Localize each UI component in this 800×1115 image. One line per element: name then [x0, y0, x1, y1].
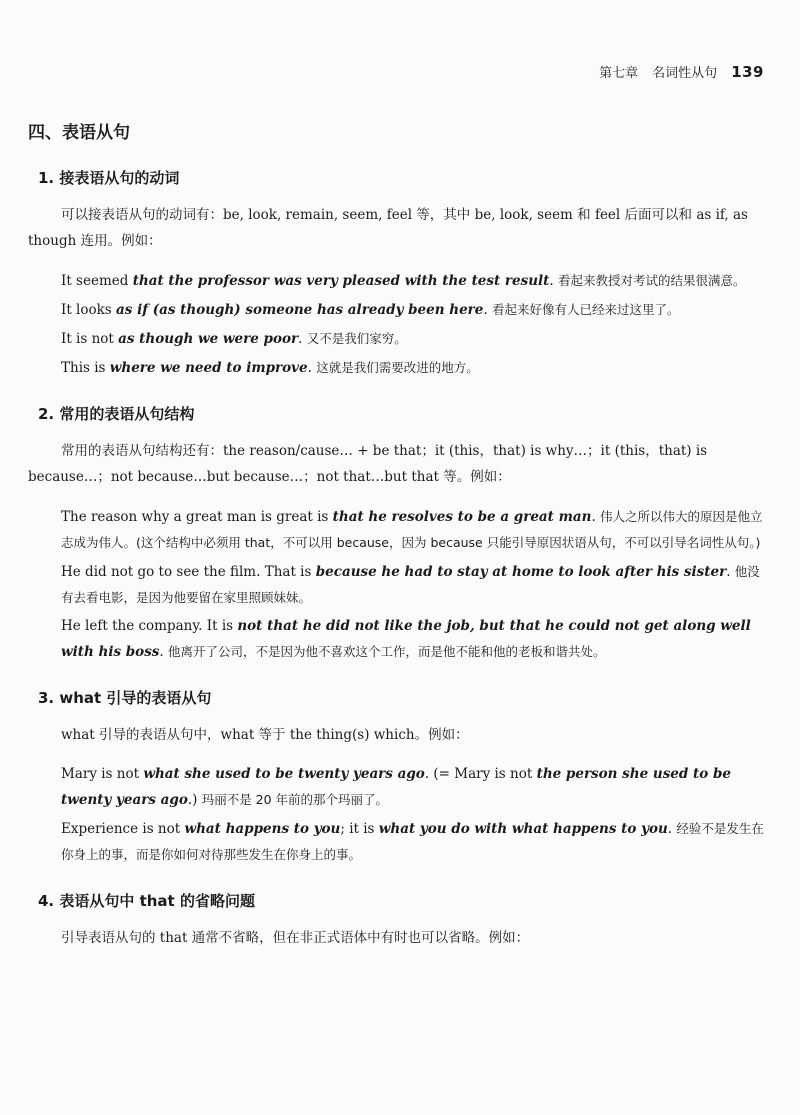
example-text: .	[298, 331, 307, 347]
example-translation: 又不是我们家穷。	[306, 331, 407, 346]
example-clause: as if (as though) someone has already been here	[116, 302, 484, 318]
subsections	[28, 167, 764, 951]
example-block	[28, 762, 764, 868]
example-sentence	[61, 326, 764, 352]
example-text: Mary is not	[61, 766, 144, 782]
example-translation: 看起来教授对考试的结果很满意。	[558, 273, 746, 288]
subsection	[28, 687, 764, 868]
intro-paragraph: 引导表语从句的 that 通常不省略，但在非正式语体中有时也可以省略。例如：	[61, 930, 530, 946]
chapter-title: 名词性从句	[652, 66, 718, 81]
example-block	[28, 268, 764, 381]
example-text: He left the company. It is	[61, 618, 238, 634]
example-clause: that the professor was very pleased with the test result	[132, 273, 550, 289]
example-sentence	[61, 268, 764, 294]
example-translation: 看起来好像有人已经来过这里了。	[491, 302, 680, 317]
example-clause: the person she used to be twenty years ago	[61, 766, 731, 808]
example-text: He did not go to see the film. That is	[61, 564, 316, 580]
subsection-heading: 1. 接表语从句的动词	[38, 169, 180, 187]
example-clause: because he had to stay at home to look after his sister	[315, 564, 727, 580]
example-clause: not that he did not like the job, but that he could not get along well with his boss	[61, 618, 751, 660]
subsection	[28, 890, 764, 951]
subsection-heading: 3. what 引导的表语从句	[38, 689, 212, 707]
example-block	[28, 504, 764, 665]
example-text: The reason why a great man is great is	[61, 509, 333, 525]
example-text: It seemed	[61, 273, 133, 289]
example-sentence	[61, 297, 764, 323]
subsection-heading: 2. 常用的表语从句结构	[38, 405, 195, 423]
example-translation: 他没有去看电影，是因为他要留在家里照顾妹妹。	[61, 564, 760, 605]
example-text: . (= Mary is not	[424, 766, 537, 782]
subsection	[28, 403, 764, 665]
example-text: ; it is	[340, 821, 379, 837]
example-clause: where we need to improve	[109, 360, 308, 376]
example-sentence	[61, 614, 764, 665]
example-sentence	[61, 559, 764, 611]
example-clause: as though we were poor	[118, 331, 299, 347]
subsection	[28, 167, 764, 381]
page-number: 139	[731, 63, 764, 81]
example-sentence	[61, 762, 764, 813]
intro-paragraph: 可以接表语从句的动词有：be, look, remain, seem, feel 等，其中 be, look, seem 和 feel 后面可以和 as if, as though 连用。例如：	[28, 207, 748, 249]
example-translation: 这就是我们需要改进的地方。	[316, 360, 479, 375]
example-sentence	[61, 816, 764, 868]
example-text: .	[483, 302, 492, 318]
example-clause: what happens to you	[184, 821, 341, 837]
example-text: Experience is not	[61, 821, 185, 837]
example-text: .	[159, 644, 168, 660]
example-translation: 伟人之所以伟大的原因是他立志成为伟人。(这个结构中必须用 that，不可以用 because，因为 because 只能引导原因状语从句，不可以引导名词性从句。)	[61, 509, 763, 550]
example-text: This is	[61, 360, 110, 376]
example-sentence	[61, 355, 764, 381]
example-text: .)	[187, 792, 202, 808]
example-clause: what you do with what happens to you	[378, 821, 668, 837]
example-translation: 经验不是发生在你身上的事，而是你如何对待那些发生在你身上的事。	[61, 821, 764, 862]
example-text: It is not	[61, 331, 119, 347]
page-content	[28, 118, 764, 965]
running-header	[599, 62, 764, 81]
intro-paragraph: what 引导的表语从句中，what 等于 the thing(s) which。例如：	[61, 727, 469, 743]
example-clause: that he resolves to be a great man	[332, 509, 592, 525]
subsection-heading: 4. 表语从句中 that 的省略问题	[38, 892, 255, 910]
example-sentence	[61, 504, 764, 556]
example-translation: 他离开了公司，不是因为他不喜欢这个工作，而是他不能和他的老板和谐共处。	[167, 644, 606, 659]
intro-paragraph: 常用的表语从句结构还有：the reason/cause… + be that；it (this，that) is why…；it (this，that) is because…；not because…but because…；not that…but that 等。例如：	[28, 443, 708, 485]
chapter-label: 第七章	[599, 66, 639, 81]
example-text: .	[726, 564, 735, 580]
example-clause: what she used to be twenty years ago	[143, 766, 425, 782]
section-title: 四、表语从句	[28, 123, 130, 143]
example-text: .	[549, 273, 559, 289]
example-translation: 玛丽不是 20 年前的那个玛丽了。	[201, 792, 389, 807]
example-text: .	[591, 509, 601, 525]
example-text: It looks	[61, 302, 117, 318]
example-text: .	[307, 360, 317, 376]
example-text: .	[667, 821, 677, 837]
